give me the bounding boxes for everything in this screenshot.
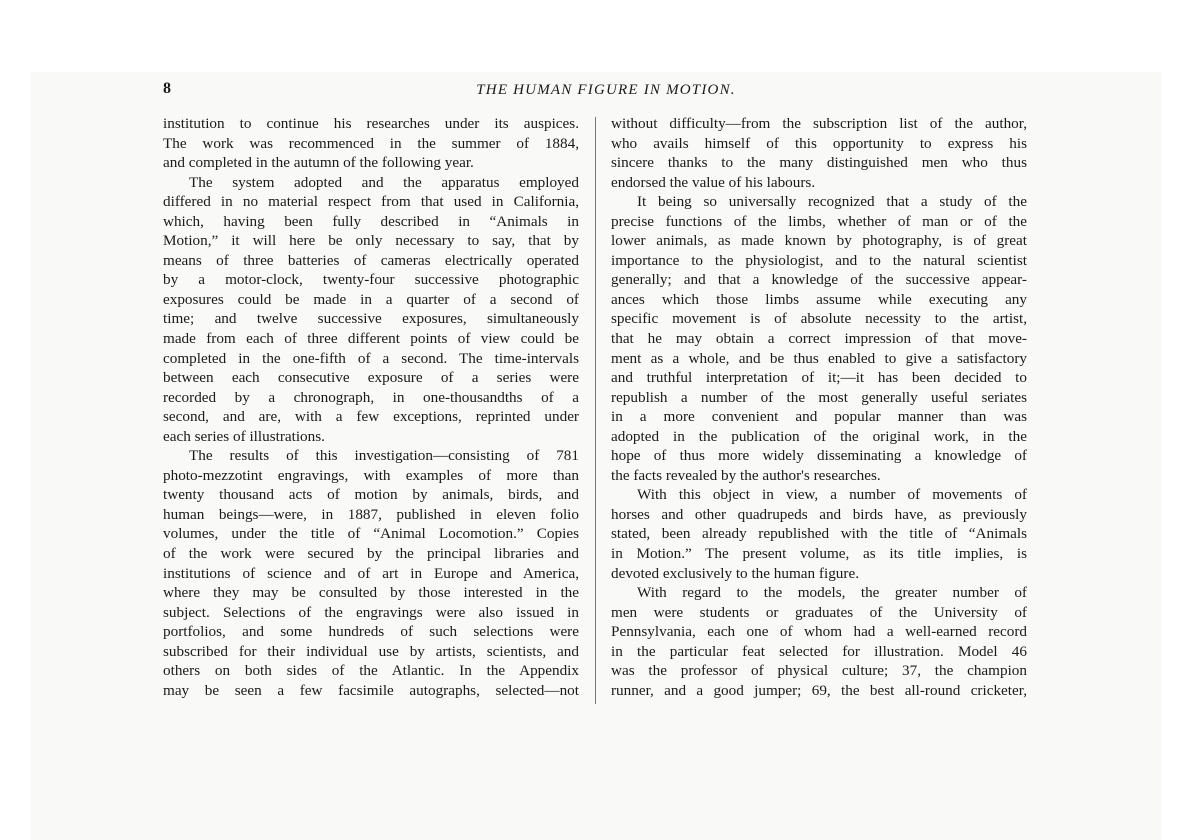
text-line: differed in no material respect from that used in California, xyxy=(163,193,579,211)
text-line: which, having been fully described in “Animals in xyxy=(163,212,579,230)
text-line: that he may obtain a correct impression of that move- xyxy=(611,330,1027,348)
text-line: horses and other quadrupeds and birds have, as previously xyxy=(611,505,1027,523)
text-line: in the particular feat selected for illustration. Model 46 xyxy=(611,642,1027,660)
text-line: without difficulty—from the subscription list of the author, xyxy=(611,115,1027,132)
text-line: each series of illustrations. xyxy=(163,427,325,445)
text-line: runner, and a good jumper; 69, the best all-round cricketer, xyxy=(611,681,1027,699)
text-line: twenty thousand acts of motion by animals, birds, and xyxy=(163,486,579,504)
text-line: lower animals, as made known by photography, is of great xyxy=(611,232,1027,250)
text-line: and truthful interpretation of it;—it has been decided to xyxy=(611,369,1027,387)
text-line: time; and twelve successive exposures, simultaneously xyxy=(163,310,579,328)
text-line: sincere thanks to the many distinguished men who thus xyxy=(611,154,1027,172)
text-line: The results of this investigation—consisting of 781 xyxy=(189,447,579,465)
text-line: portfolios, and some hundreds of such selections were xyxy=(163,623,579,641)
text-line: and completed in the autumn of the following year. xyxy=(163,154,474,172)
left-column xyxy=(163,114,579,700)
text-line: The system adopted and the apparatus employed xyxy=(189,173,579,191)
running-title: THE HUMAN FIGURE IN MOTION. xyxy=(476,82,736,98)
text-line: adopted in the publication of the original work, in the xyxy=(611,427,1027,445)
text-line: the facts revealed by the author's researches. xyxy=(611,466,881,484)
page-header xyxy=(163,80,1029,100)
text-line: of the work were secured by the principal libraries and xyxy=(163,545,579,563)
text-line: was the professor of physical culture; 37, the champion xyxy=(611,662,1027,680)
text-line: made from each of three different points of view could be xyxy=(163,330,579,348)
text-line: generally; and that a knowledge of the successive appear- xyxy=(611,271,1027,289)
text-line: With this object in view, a number of movements of xyxy=(637,486,1027,504)
text-line: republish a number of the most generally useful seriates xyxy=(611,388,1027,406)
text-line: institutions of science and of art in Europe and America, xyxy=(163,564,579,582)
text-line: ment as a whole, and be thus enabled to give a satisfactory xyxy=(611,349,1027,367)
text-line: between each consecutive exposure of a series were xyxy=(163,369,579,387)
text-line: in Motion.” The present volume, as its title implies, is xyxy=(611,545,1027,563)
text-line: subject. Selections of the engravings were also issued in xyxy=(163,603,579,621)
text-line: Pennsylvania, each one of whom had a well-earned record xyxy=(611,623,1027,641)
page-number: 8 xyxy=(163,80,171,97)
column-divider xyxy=(595,117,596,704)
text-line: importance to the physiologist, and to the natural scientist xyxy=(611,251,1027,269)
text-line: specific movement is of absolute necessity to the artist, xyxy=(611,310,1027,328)
text-line: who avails himself of this opportunity to express his xyxy=(611,134,1027,152)
text-line: Motion,” it will here be only necessary to say, that by xyxy=(163,232,579,250)
text-line: others on both sides of the Atlantic. In the Appendix xyxy=(163,662,579,680)
text-line: in a more convenient and popular manner than was xyxy=(611,408,1027,426)
text-line: means of three batteries of cameras electrically operated xyxy=(163,251,579,269)
text-line: ances which those limbs assume while executing any xyxy=(611,290,1027,308)
text-line: hope of thus more widely disseminating a knowledge of xyxy=(611,447,1027,465)
text-line: volumes, under the title of “Animal Locomotion.” Copies xyxy=(163,525,579,543)
text-line: completed in the one-fifth of a second. The time-intervals xyxy=(163,349,579,367)
text-line: endorsed the value of his labours. xyxy=(611,173,816,191)
text-line: It being so universally recognized that a study of the xyxy=(637,193,1027,211)
text-line: recorded by a chronograph, in one-thousandths of a xyxy=(163,388,579,406)
text-line: by a motor-clock, twenty-four successive photographic xyxy=(163,271,579,289)
text-line: may be seen a few facsimile autographs, selected—not xyxy=(163,681,579,699)
text-line: devoted exclusively to the human figure. xyxy=(611,564,859,582)
text-line: precise functions of the limbs, whether of man or of the xyxy=(611,212,1027,230)
text-line: The work was recommenced in the summer of 1884, xyxy=(163,134,579,152)
text-line: photo-mezzotint engravings, with examples of more than xyxy=(163,466,579,484)
text-line: human beings—were, in 1887, published in eleven folio xyxy=(163,505,579,523)
right-column xyxy=(611,114,1027,700)
text-line: subscribed for their individual use by artists, scientists, and xyxy=(163,642,579,660)
text-line: stated, been already republished with the title of “Animals xyxy=(611,525,1027,543)
text-line: With regard to the models, the greater number of xyxy=(637,584,1027,602)
text-line: second, and are, with a few exceptions, reprinted under xyxy=(163,408,579,426)
text-line: institution to continue his researches under its auspices. xyxy=(163,115,579,132)
text-line: men were students or graduates of the University of xyxy=(611,603,1027,621)
text-line: exposures could be made in a quarter of a second of xyxy=(163,290,579,308)
text-line: where they may be consulted by those interested in the xyxy=(163,584,579,602)
